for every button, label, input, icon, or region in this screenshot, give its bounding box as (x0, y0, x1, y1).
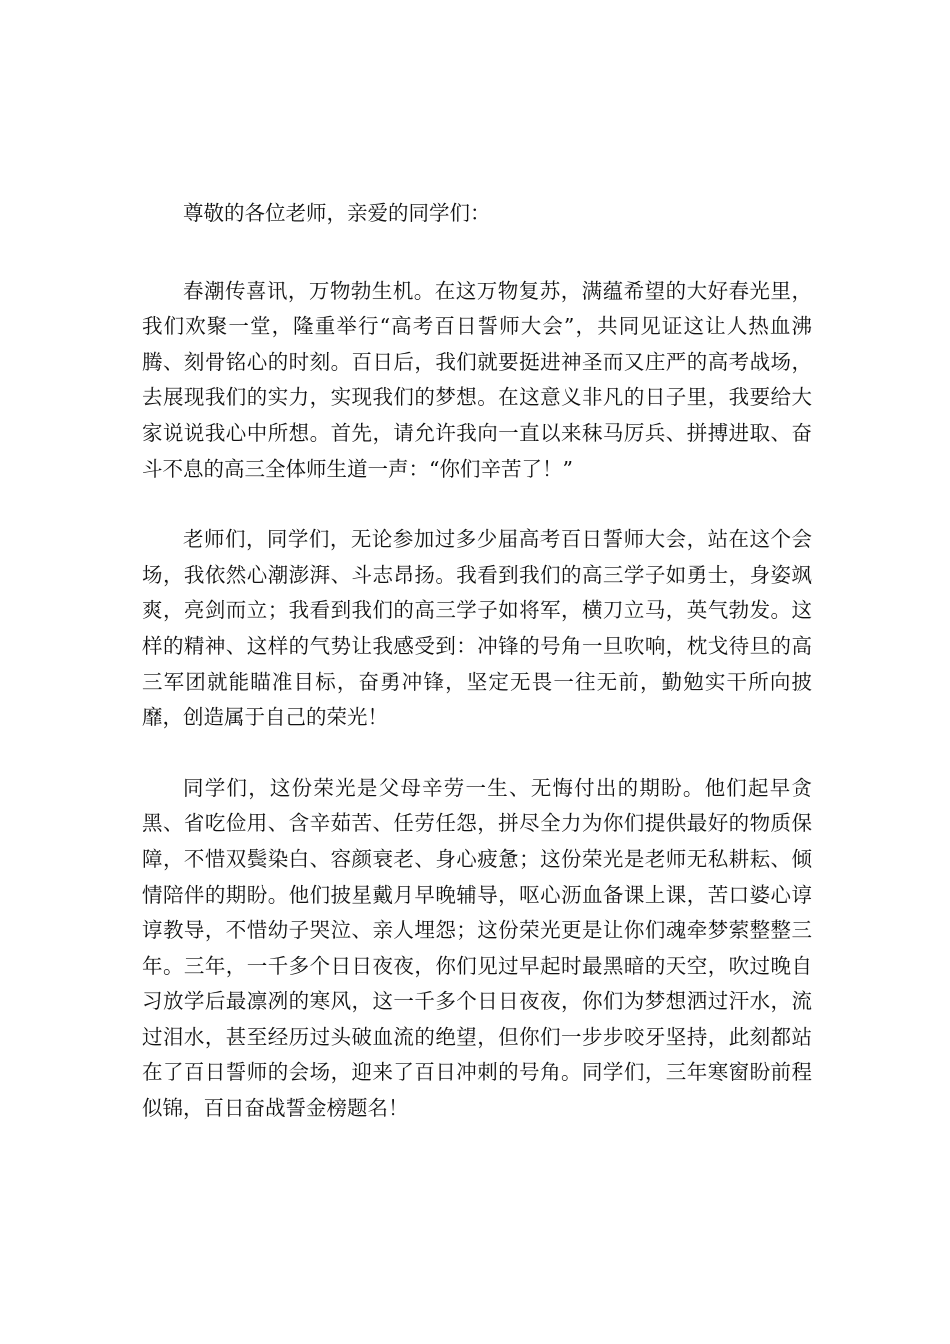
paragraph-3: 同学们，这份荣光是父母辛劳一生、无悔付出的期盼。他们起早贪黑、省吃俭用、含辛茹苦、任劳任怨，拼尽全力为你们提供最好的物质保障，不惜双鬓染白、容颜衰老、身心疲惫；这份荣光是老师无私耕耘、倾情陪伴的期盼。他们披星戴月早晚辅导，呕心沥血备课上课，苦口婆心谆谆教导，不惜幼子哭泣、亲人埋怨；这份荣光更是让你们魂牵梦萦整整三年。三年，一千多个日日夜夜，你们见过早起时最黑暗的天空，吹过晚自习放学后最凛冽的寒风，这一千多个日日夜夜，你们为梦想洒过汗水，流过泪水，甚至经历过头破血流的绝望，但你们一步步咬牙坚持，此刻都站在了百日誓师的会场，迎来了百日冲刺的号角。同学们，三年寒窗盼前程似锦，百日奋战誓金榜题名！ (142, 775, 812, 1121)
document-body (142, 196, 812, 1127)
salutation: 尊敬的各位老师，亲爱的同学们： (183, 201, 491, 225)
paragraph-1: 春潮传喜讯，万物勃生机。在这万物复苏，满蕴希望的大好春光里，我们欢聚一堂，隆重举行“高考百日誓师大会”，共同见证这让人热血沸腾、刻骨铭心的时刻。百日后，我们就要挺进神圣而又庄严的高考战场，去展现我们的实力，实现我们的梦想。在这意义非凡的日子里，我要给大家说说我心中所想。首先，请允许我向一直以来秣马厉兵、拼搏进取、奋斗不息的高三全体师生道一声：“你们辛苦了！” (142, 278, 812, 481)
paragraph-2: 老师们，同学们，无论参加过多少届高考百日誓师大会，站在这个会场，我依然心潮澎湃、斗志昂扬。我看到我们的高三学子如勇士，身姿飒爽，亮剑而立；我看到我们的高三学子如将军，横刀立马，英气勃发。这样的精神、这样的气势让我感受到：冲锋的号角一旦吹响，枕戈待旦的高三军团就能瞄准目标，奋勇冲锋，坚定无畏一往无前，勤勉实干所向披靡，创造属于自己的荣光！ (142, 527, 812, 730)
